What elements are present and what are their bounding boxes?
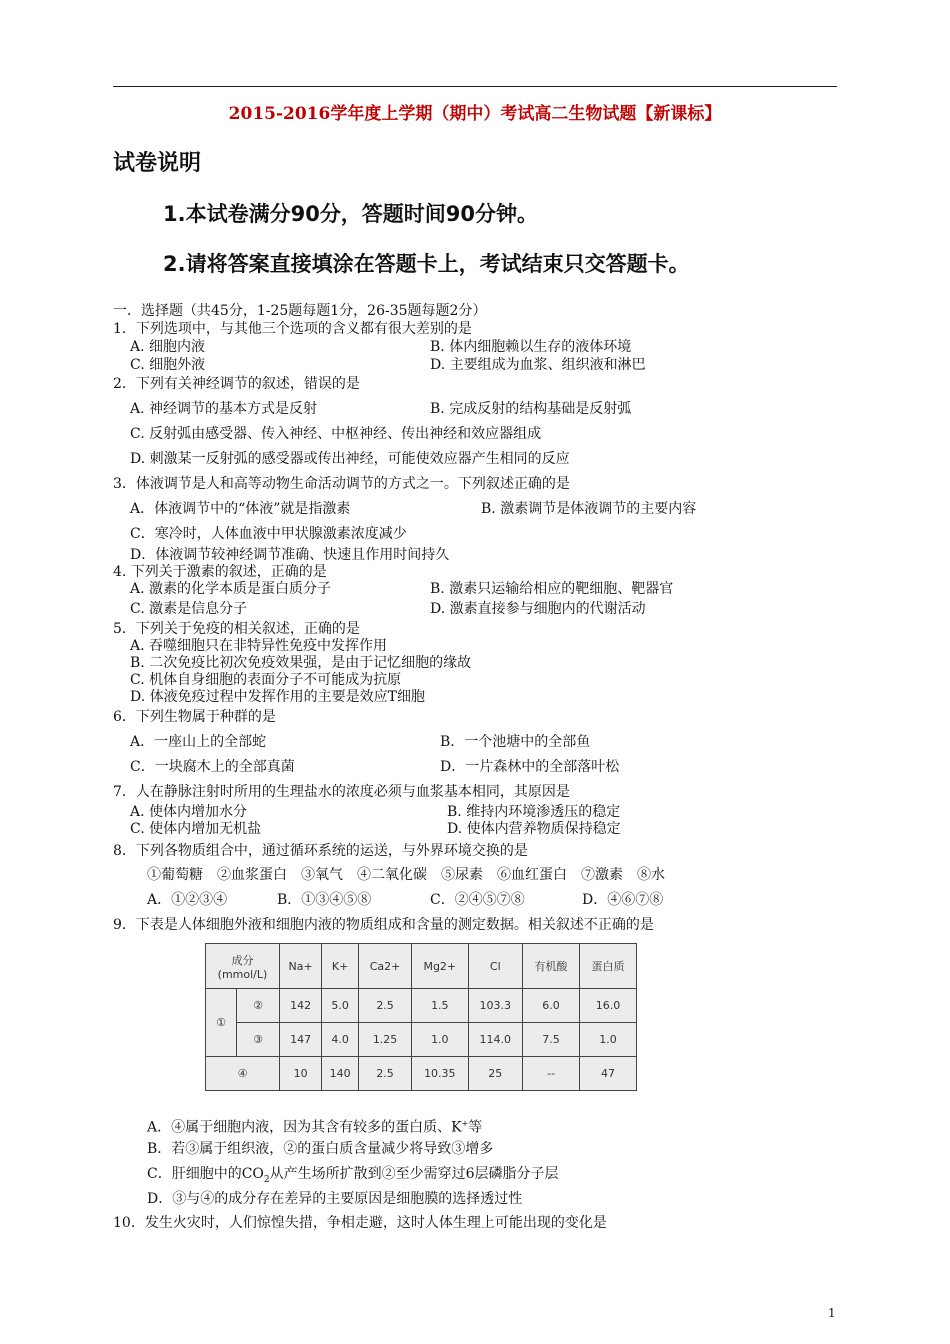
question-5-option-d: D. 体液免疫过程中发挥作用的主要是效应T细胞: [130, 689, 425, 705]
question-9-option-c: C．肝细胞中的$CO_2$从产生场所扩散到②至少需穿过6层磷脂分子层: [147, 1166, 559, 1185]
question-9-stem: 9．下表是人体细胞外液和细胞内液的物质组成和含量的测定数据。相关叙述不正确的是: [113, 917, 654, 933]
question-7-stem: 7．人在静脉注射时所用的生理盐水的浓度必须与血浆基本相同，其原因是: [113, 784, 570, 800]
question-7-option-c: C. 使体内增加无机盐: [130, 821, 262, 837]
table-cell: 147: [280, 1023, 322, 1057]
question-6-option-b: B．一个池塘中的全部鱼: [440, 734, 591, 750]
question-5-option-c: C. 机体自身细胞的表面分子不可能成为抗原: [130, 672, 402, 688]
question-1-option-c: C. 细胞外液: [130, 357, 206, 373]
table-header-cell: K+: [322, 944, 359, 989]
table-row-label: ②: [237, 989, 280, 1023]
composition-table: [205, 943, 637, 1091]
table-cell: 103.3: [468, 989, 522, 1023]
table-header-cell: 蛋白质: [579, 944, 636, 989]
instruction-note-1: 1.本试卷满分90分，答题时间90分钟。: [163, 202, 539, 226]
table-row: [206, 989, 637, 1023]
table-row: [206, 1023, 637, 1057]
instruction-note-2: 2.请将答案直接填涂在答题卡上，考试结束只交答题卡。: [163, 252, 690, 276]
question-8-option-c: C．②④⑤⑦⑧: [430, 892, 525, 908]
table-header-cell: 有机酸: [523, 944, 580, 989]
table-cell: 1.25: [359, 1023, 412, 1057]
question-4-option-b: B. 激素只运输给相应的靶细胞、靶器官: [430, 581, 674, 597]
question-2-option-a: A. 神经调节的基本方式是反射: [130, 401, 318, 417]
question-6-option-d: D．一片森林中的全部落叶松: [440, 759, 620, 775]
table-cell: 10.35: [412, 1057, 468, 1091]
table-header-cell: Mg2+: [412, 944, 468, 989]
table-cell: 114.0: [468, 1023, 522, 1057]
table-header-cell: Cl: [468, 944, 522, 989]
section-heading: 一．选择题（共45分，1-25题每题1分，26-35题每题2分）: [113, 303, 487, 319]
question-2-option-c: C. 反射弧由感受器、传入神经、中枢神经、传出神经和效应器组成: [130, 426, 542, 442]
table-row: [206, 1057, 637, 1091]
table-cell: 47: [579, 1057, 636, 1091]
question-6-option-a: A．一座山上的全部蛇: [130, 734, 267, 750]
table-header-cell: Na+: [280, 944, 322, 989]
table-cell: 6.0: [523, 989, 580, 1023]
question-10-stem: 10．发生火灾时，人们惊惶失措，争相走避，这时人体生理上可能出现的变化是: [113, 1215, 607, 1231]
question-1-option-d: D. 主要组成为血浆、组织液和淋巴: [430, 357, 646, 373]
question-4-stem: 4. 下列关于激素的叙述，正确的是: [113, 564, 327, 580]
question-2-stem: 2．下列有关神经调节的叙述，错误的是: [113, 376, 360, 392]
question-8-option-a: A．①②③④: [147, 892, 228, 908]
question-3-option-b: B. 激素调节是体液调节的主要内容: [481, 501, 697, 517]
question-3-option-c: C．寒冷时，人体血液中甲状腺激素浓度减少: [130, 526, 407, 542]
table-row-label: ④: [206, 1057, 280, 1091]
table-cell: 5.0: [322, 989, 359, 1023]
table-cell: 16.0: [579, 989, 636, 1023]
question-4-option-c: C. 激素是信息分子: [130, 601, 248, 617]
table-cell: 25: [468, 1057, 522, 1091]
instructions-heading: 试卷说明: [113, 151, 202, 176]
table-row-label: ③: [237, 1023, 280, 1057]
table-cell: 4.0: [322, 1023, 359, 1057]
question-6-option-c: C．一块腐木上的全部真菌: [130, 759, 295, 775]
question-1-option-a: A. 细胞内液: [130, 339, 206, 355]
question-9-option-b: B．若③属于组织液，②的蛋白质含量减少将导致③增多: [147, 1141, 494, 1157]
header-rule: [113, 86, 837, 87]
question-5-option-a: A. 吞噬细胞只在非特异性免疫中发挥作用: [130, 638, 388, 654]
question-9-option-a: A．④属于细胞内液，因为其含有较多的蛋白质、K+等: [147, 1119, 483, 1136]
question-7-option-a: A. 使体内增加水分: [130, 804, 248, 820]
question-7-option-b: B. 维持内环境渗透压的稳定: [447, 804, 621, 820]
question-1-stem: 1．下列选项中，与其他三个选项的含义都有很大差别的是: [113, 321, 472, 337]
question-3-stem: 3．体液调节是人和高等动物生命活动调节的方式之一。下列叙述正确的是: [113, 476, 570, 492]
question-1-option-b: B. 体内细胞赖以生存的液体环境: [430, 339, 632, 355]
exam-title: 2015-2016学年度上学期（期中）考试高二生物试题【新课标】: [228, 104, 722, 124]
question-4-option-d: D. 激素直接参与细胞内的代谢活动: [430, 601, 646, 617]
question-8-option-b: B．①③④⑤⑧: [277, 892, 372, 908]
question-6-stem: 6．下列生物属于种群的是: [113, 709, 276, 725]
question-3-option-a: A．体液调节中的“体液”就是指激素: [130, 501, 351, 517]
question-5-option-b: B. 二次免疫比初次免疫效果强，是由于记忆细胞的缘故: [130, 655, 472, 671]
table-cell: 10: [280, 1057, 322, 1091]
page-number: 1: [828, 1306, 836, 1320]
table-cell: 1.0: [412, 1023, 468, 1057]
question-2-option-b: B. 完成反射的结构基础是反射弧: [430, 401, 632, 417]
table-cell: 142: [280, 989, 322, 1023]
table-cell: 7.5: [523, 1023, 580, 1057]
table-group-label: ①: [206, 989, 237, 1057]
question-8-option-d: D．④⑥⑦⑧: [582, 892, 664, 908]
question-7-option-d: D. 使体内营养物质保持稳定: [447, 821, 621, 837]
table-cell: 1.5: [412, 989, 468, 1023]
question-4-option-a: A. 激素的化学本质是蛋白质分子: [130, 581, 332, 597]
question-8-items: ①葡萄糖 ②血浆蛋白 ③氧气 ④二氧化碳 ⑤尿素 ⑥血红蛋白 ⑦激素 ⑧水: [147, 867, 665, 883]
table-cell: 1.0: [579, 1023, 636, 1057]
question-9-option-d: D．③与④的成分存在差异的主要原因是细胞膜的选择透过性: [147, 1191, 523, 1207]
table-corner-header: 成分 (mmol/L): [206, 944, 280, 989]
question-5-stem: 5．下列关于免疫的相关叙述，正确的是: [113, 621, 360, 637]
question-2-option-d: D. 刺激某一反射弧的感受器或传出神经，可能使效应器产生相同的反应: [130, 451, 570, 467]
table-cell: 2.5: [359, 989, 412, 1023]
question-3-option-d: D．体液调节较神经调节准确、快速且作用时间持久: [130, 547, 450, 563]
table-cell: 140: [322, 1057, 359, 1091]
table-header-cell: Ca2+: [359, 944, 412, 989]
table-cell: --: [523, 1057, 580, 1091]
table-cell: 2.5: [359, 1057, 412, 1091]
question-8-stem: 8．下列各物质组合中，通过循环系统的运送，与外界环境交换的是: [113, 843, 528, 859]
